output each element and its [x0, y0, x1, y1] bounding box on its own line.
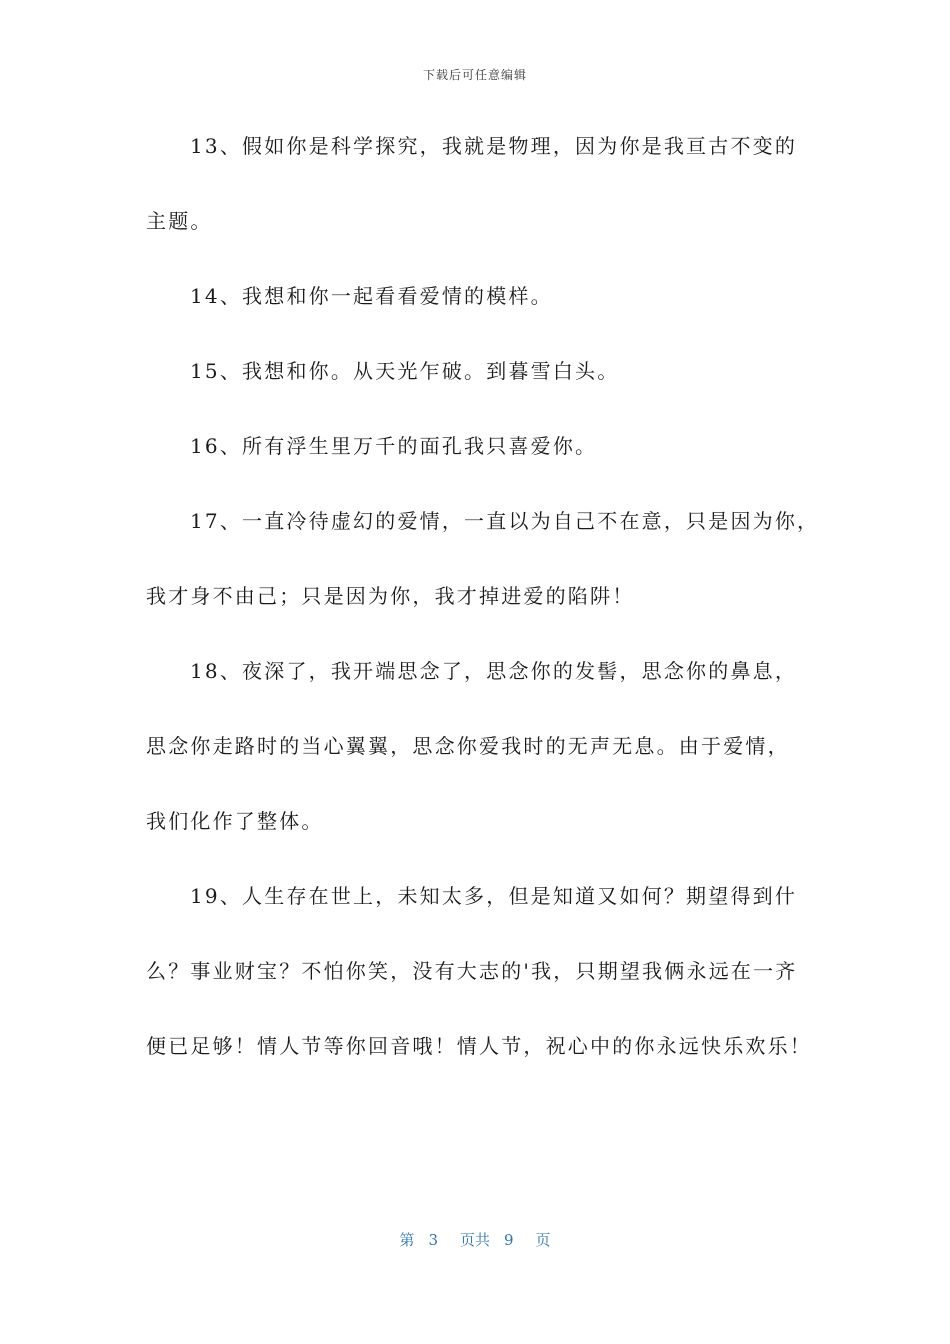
- text-line: 19、人生存在世上，未知太多，但是知道又如何？期望得到什: [190, 884, 798, 908]
- document-body: [146, 126, 820, 1101]
- text-line: 16、所有浮生里万千的面孔我只喜爱你。: [190, 434, 598, 458]
- total-pages: 9: [504, 1231, 514, 1249]
- text-line: 思念你走路时的当心翼翼，思念你爱我时的无声无息。由于爱情，: [146, 734, 790, 758]
- text-line: 18、夜深了，我开端思念了，思念你的发髻，思念你的鼻息，: [190, 659, 798, 683]
- page-number: 3: [428, 1231, 438, 1249]
- text-line: 便已足够！情人节等你回音哦！情人节，祝心中的你永远快乐欢乐！: [146, 1034, 812, 1058]
- footer-ye: 页: [535, 1231, 551, 1249]
- text-line: 15、我想和你。从天光乍破。到暮雪白头。: [190, 359, 620, 383]
- text-line: 14、我想和你一起看看爱情的模样。: [190, 284, 553, 308]
- text-line: 17、一直冷待虚幻的爱情，一直以为自己不在意，只是因为你，: [190, 509, 820, 533]
- text-line: 13、假如你是科学探究，我就是物理，因为你是我亘古不变的: [190, 134, 798, 158]
- footer-di: 第: [399, 1231, 415, 1249]
- text-line: 主题。: [146, 209, 213, 233]
- text-line: 我才身不由己；只是因为你，我才掉进爱的陷阱！: [146, 584, 635, 608]
- footer-ye-gong: 页共: [459, 1231, 490, 1249]
- page-footer: [0, 1229, 950, 1250]
- header-note: 下载后可任意编辑: [422, 68, 527, 82]
- text-line: 么？事业财宝？不怕你笑，没有大志的'我，只期望我俩永远在一齐: [146, 959, 798, 983]
- text-line: 我们化作了整体。: [146, 809, 324, 833]
